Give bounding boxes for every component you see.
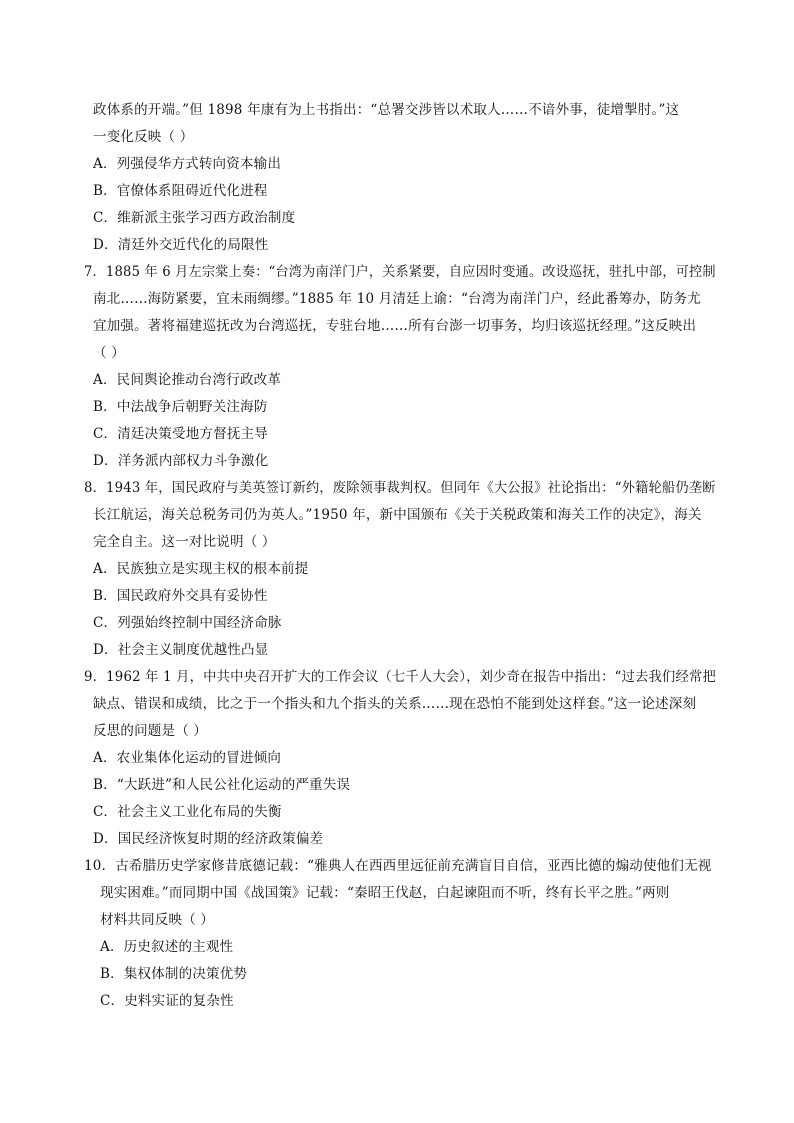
q7-stem-line-3: 宜加强。著将福建巡抚改为台湾巡抚，专驻台地……所有台澎一切事务，均归该巡抚经理。”这反映出 xyxy=(93,318,697,334)
q9-option-b[interactable]: B．“大跃进”和人民公社化运动的严重失误 xyxy=(93,777,351,793)
q6-option-b[interactable]: B．官僚体系阻碍近代化进程 xyxy=(93,183,268,199)
q7-stem-line-4: （ ） xyxy=(93,345,125,361)
q9-stem-line-3: 反思的问题是（ ） xyxy=(93,723,208,739)
q8-stem-line-1: 8．1943 年，国民政府与美英签订新约，废除领事裁判权。但同年《大公报》社论指出：“外籍轮船仍垄断 xyxy=(84,480,716,496)
q7-option-a[interactable]: A．民间舆论推动台湾行政改革 xyxy=(93,372,282,388)
q8-option-d[interactable]: D．社会主义制度优越性凸显 xyxy=(93,642,269,658)
q9-stem-line-2: 缺点、错误和成绩，比之于一个指头和九个指头的关系……现在恐怕不能到处这样套。”这一论述深刻 xyxy=(93,696,697,712)
q6-stem-line-1: 政体系的开端。”但 1898 年康有为上书指出：“总署交涉皆以术取人……不谙外事，徒增掣肘。”这 xyxy=(93,102,680,118)
q9-option-d[interactable]: D．国民经济恢复时期的经济政策偏差 xyxy=(93,831,324,847)
q10-stem-line-2: 现实困难。”而同期中国《战国策》记载：“秦昭王伐赵，白起谏阻而不听，终有长平之胜。”两则 xyxy=(100,885,670,901)
q6-stem-line-2: 一变化反映（ ） xyxy=(93,129,194,145)
q10-option-b[interactable]: B．集权体制的决策优势 xyxy=(100,966,248,982)
q9-stem-line-1: 9．1962 年 1 月，中共中央召开扩大的工作会议（七千人大会），刘少奇在报告中指出：“过去我们经常把 xyxy=(84,669,716,685)
q9-option-a[interactable]: A．农业集体化运动的冒进倾向 xyxy=(93,750,282,766)
q10-option-c[interactable]: C．史料实证的复杂性 xyxy=(100,993,234,1009)
q7-stem-line-2: 南北……海防紧要，宜未雨绸缪。”1885 年 10 月清廷上谕：“台湾为南洋门户，经此番筹办，防务尤 xyxy=(93,291,701,307)
q6-option-d[interactable]: D．清廷外交近代化的局限性 xyxy=(93,237,269,253)
q8-stem-line-2: 长江航运，海关总税务司仍为英人。”1950 年，新中国颁布《关于关税政策和海关工作的决定》，海关 xyxy=(93,507,702,523)
q8-stem-line-3: 完全自主。这一对比说明（ ） xyxy=(93,534,276,550)
q7-option-b[interactable]: B．中法战争后朝野关注海防 xyxy=(93,399,268,415)
q8-option-b[interactable]: B．国民政府外交具有妥协性 xyxy=(93,588,268,604)
q6-option-a[interactable]: A．列强侵华方式转向资本输出 xyxy=(93,156,282,172)
q7-option-c[interactable]: C．清廷决策受地方督抚主导 xyxy=(93,426,268,442)
q10-option-a[interactable]: A．历史叙述的主观性 xyxy=(100,939,234,955)
q8-option-a[interactable]: A．民族独立是实现主权的根本前提 xyxy=(93,561,309,577)
q10-stem-line-3: 材料共同反映（ ） xyxy=(100,912,215,928)
q8-option-c[interactable]: C．列强始终控制中国经济命脉 xyxy=(93,615,282,631)
q7-stem-line-1: 7．1885 年 6 月左宗棠上奏：“台湾为南洋门户，关系紧要，自应因时变通。改设巡抚，驻扎中部，可控制 xyxy=(84,264,716,280)
q10-stem-line-1: 10．古希腊历史学家修昔底德记载：“雅典人在西西里远征前充满盲目自信，亚西比德的煽动使他们无视 xyxy=(84,858,712,874)
q7-option-d[interactable]: D．洋务派内部权力斗争激化 xyxy=(93,453,269,469)
q6-option-c[interactable]: C．维新派主张学习西方政治制度 xyxy=(93,210,296,226)
q9-option-c[interactable]: C．社会主义工业化布局的失衡 xyxy=(93,804,282,820)
